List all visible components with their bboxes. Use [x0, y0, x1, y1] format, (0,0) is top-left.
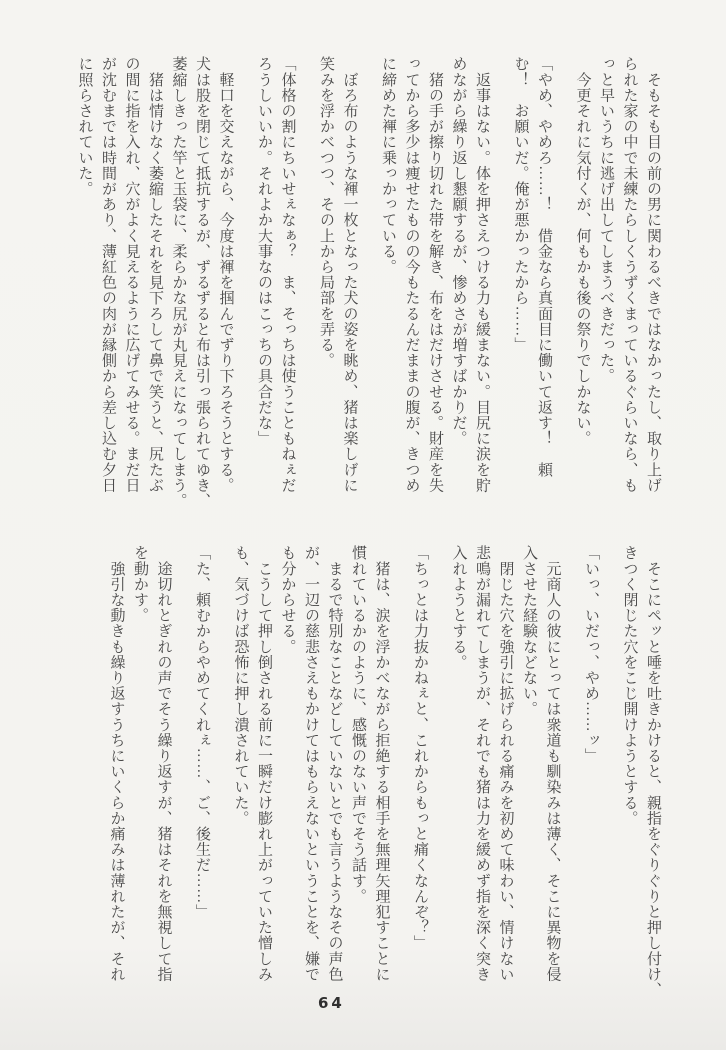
paragraph-narration [128, 545, 175, 1003]
text-line: 軽口を交えながら、今度は褌を掴んでずり下ろそうとする。 [217, 56, 234, 493]
text-line: 入させた経験などない。 [521, 545, 537, 717]
text-line: に照らされていた。 [76, 56, 93, 197]
text-line: 萎縮しきった竿と玉袋に、柔らかな尻が丸見えになってしまう。 [170, 56, 187, 509]
text-line: られた家の中で未練たらしくうずくまっているぐらいなら、も [621, 56, 638, 493]
text-line: 「ちっとは力抜かねぇと、これからもっと痛くなんぞ？」 [412, 545, 428, 951]
paragraph-narration [446, 545, 517, 1003]
text-line: が、一辺の慈悲さえもかけてはもらえないということを、嫌で [303, 545, 319, 982]
text-line: 入れようとする。 [450, 545, 467, 670]
page-number: 64 [318, 994, 345, 1012]
paragraph-dialogue [579, 545, 603, 1003]
paragraph-narration [275, 545, 346, 1003]
paragraph-dialogue [508, 56, 555, 528]
paragraph-narration [314, 56, 361, 528]
text-line: 猪は、涙を浮かべながら拒絶する相手を無理矢理犯すことに [373, 545, 390, 982]
text-line: 犬は股を閉じて抵抗するが、ずるずると布は引っ張られてゆき、 [194, 56, 210, 509]
paragraph-narration [346, 545, 393, 1003]
text-line: っと早いうちに逃げ出してしまうべきだった。 [598, 56, 614, 384]
text-line: こうして押し倒される前に一瞬だけ膨れ上がっていた憎しみ [256, 545, 272, 982]
paragraph-narration [617, 545, 664, 1003]
text-line: 猪の手が擦り切れた帯を解き、布をはだけさせる。財産を失 [427, 56, 443, 493]
paragraph-narration [166, 56, 237, 528]
text-line: 悲鳴が漏れてしまうが、それでも猪は力を緩めず指を深く突き [474, 545, 490, 982]
text-line: も、気づけば恐怖に押し潰されていた。 [232, 545, 249, 826]
text-line: が沈むまでは時間があり、薄紅色の肉が縁側から差し込む夕日 [100, 56, 116, 493]
paragraph-dialogue [190, 545, 214, 1003]
text-line: の間に指を入れ、穴がよく見えるように広げてみせる。まだ日 [123, 56, 140, 493]
text-line: 閉じた穴を強引に拡げられる痛みを初めて味わい、情けない [497, 545, 514, 982]
text-block-bottom [104, 545, 664, 1003]
paragraph-narration [72, 56, 166, 528]
text-line: 慣れているかのように、感慨のない声でそう話す。 [350, 545, 366, 904]
text-line: 「た、頼むからやめてくれぇ……、ご、後生だ……」 [194, 545, 210, 920]
paragraph-narration [594, 56, 665, 528]
text-line: 「体格の割にちいせぇなぁ？ ま、そっちは使うこともねぇだ [279, 56, 296, 493]
text-line: に締めた褌に乗っかっている。 [380, 56, 396, 275]
paragraph-dialogue [408, 545, 432, 1003]
text-line: 笑みを浮かべつつ、その上から局部を弄る。 [318, 56, 334, 368]
text-line: ぼろ布のような褌一枚となった犬の姿を眺め、猪は楽しげに [341, 56, 358, 493]
text-line: きつく閉じた穴をこじ開けようとする。 [621, 545, 638, 826]
text-line: そこにペッと唾を吐きかけると、親指をぐりぐりと押し付け、 [645, 545, 661, 998]
text-line: ってから多少は痩せたものの今もたるんだままの腹が、きつめ [403, 56, 420, 493]
text-line: 元商人の彼にとっては衆道も馴染みは薄く、そこに異物を侵 [544, 545, 561, 982]
text-line: まるで特別なことなどしていないとでも言うようなその声色 [326, 545, 343, 982]
text-line: そもそも目の前の男に関わるべきではなかったし、取り上げ [645, 56, 661, 493]
paragraph-narration [376, 56, 447, 528]
text-block-top [72, 56, 664, 528]
paragraph-narration [446, 56, 493, 528]
paragraph-narration [104, 545, 128, 1003]
text-line: も分からせる。 [279, 545, 296, 655]
text-line: 「やめ、やめろ……！ 借金なら真面目に働いて返す！ 頼 [536, 56, 552, 478]
text-line: 「いっ、いだっ、やめ……ッ」 [583, 545, 599, 764]
paragraph-narration [228, 545, 275, 1003]
paragraph-dialogue [252, 56, 299, 528]
text-line: 返事はない。体を押さえつける力も緩まない。目尻に涙を貯 [474, 56, 490, 493]
text-line: 途切れとぎれの声でそう繰り返すが、猪はそれを無視して指 [155, 545, 172, 982]
paragraph-narration [570, 56, 594, 528]
paragraph-narration [517, 545, 564, 1003]
text-line: 今更それに気付くが、何もかも後の祭りでしかない。 [574, 56, 591, 446]
text-line: む！ お願いだ。俺が悪かったから……」 [512, 56, 529, 353]
text-line: ろうしいいか。それよか大事なのはこっちの具合だな」 [256, 56, 272, 446]
text-line: 猪は情けなく萎縮したそれを見下ろして鼻で笑うと、尻たぶ [147, 56, 163, 493]
text-line: めながら繰り返し懇願するが、惨めさが増すばかりだ。 [450, 56, 467, 446]
text-line: を動かす。 [132, 545, 148, 623]
text-line: 強引な動きも繰り返すうちにいくらか痛みは薄れたが、それ [108, 545, 125, 982]
